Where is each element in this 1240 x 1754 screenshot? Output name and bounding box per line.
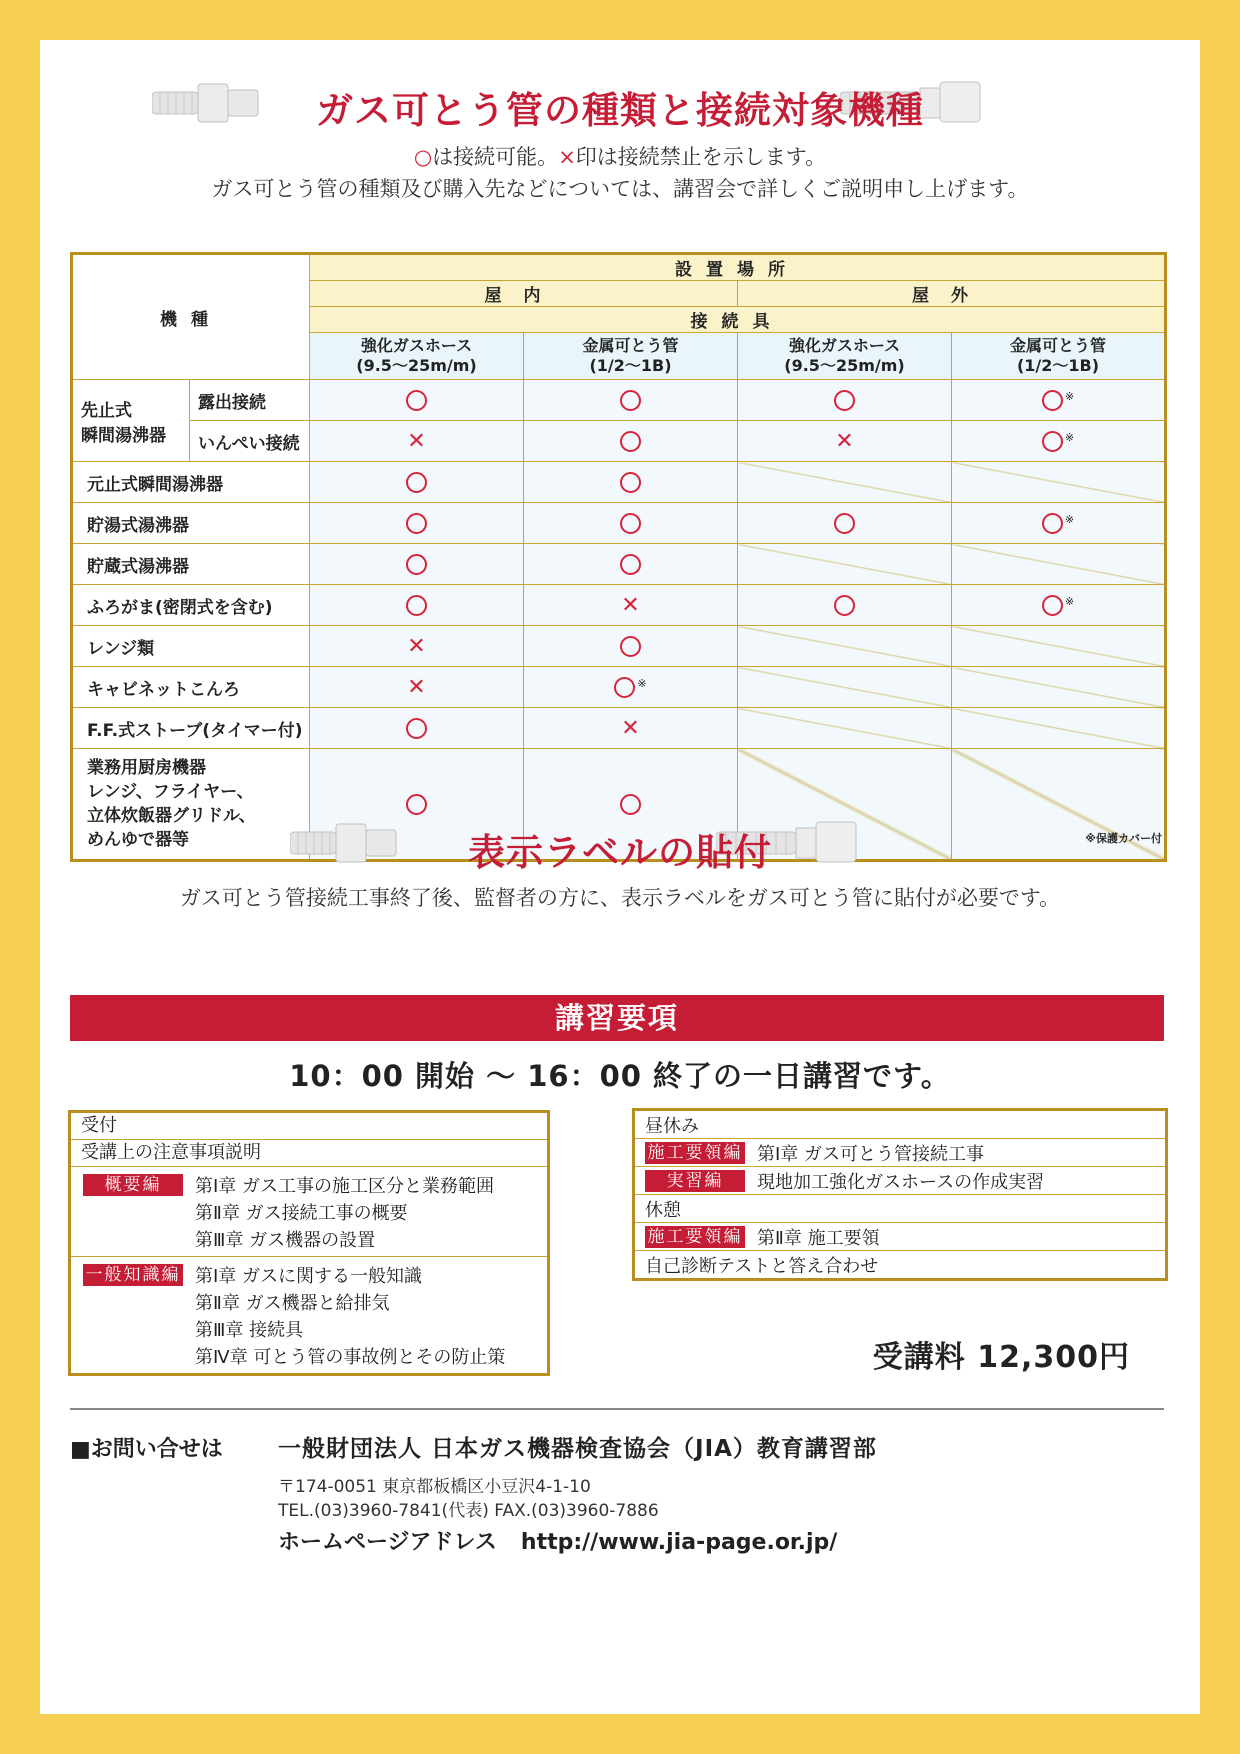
- ok-mark: [1042, 431, 1063, 452]
- ok-mark: [620, 554, 641, 575]
- table-cell: [524, 708, 738, 749]
- table-cell: [952, 708, 1166, 749]
- chapter-item: 第Ⅱ章 ガス機器と給排気: [195, 1292, 390, 1314]
- ok-mark: [1042, 513, 1063, 534]
- table-cell: [738, 667, 952, 708]
- table-cell: [310, 667, 524, 708]
- chapter-item: 第Ⅰ章 ガス工事の施工区分と業務範囲: [195, 1175, 495, 1197]
- ok-mark: [620, 636, 641, 657]
- table-cell: [524, 544, 738, 585]
- row-label: 貯湯式湯沸器: [72, 503, 310, 544]
- label-instruction: ガス可とう管接続工事終了後、監督者の方に、表示ラベルをガス可とう管に貼付が必要です。: [179, 886, 1061, 910]
- ok-mark: [620, 794, 641, 815]
- prohibited-mark: ✕: [835, 428, 854, 454]
- section-title-connection-types: ガス可とう管の種類と接続対象機種: [316, 89, 924, 132]
- cover-note-mark: ※: [637, 676, 647, 690]
- table-cell: [738, 421, 952, 462]
- kishu-header: 機種: [72, 254, 310, 380]
- course-title-bar: 講習要項: [70, 995, 1164, 1041]
- divider: [70, 1408, 1164, 1410]
- location-header: 設置場所: [310, 254, 1166, 281]
- ok-mark: [620, 472, 641, 493]
- chapter-item: 第Ⅱ章 ガス接続工事の概要: [195, 1202, 408, 1224]
- prohibited-mark: ✕: [407, 428, 426, 454]
- prohibited-mark: ✕: [621, 715, 640, 741]
- ok-mark: [1042, 390, 1063, 411]
- row-label: いんぺい接続: [190, 421, 310, 462]
- schedule-item: 休憩: [635, 1195, 1165, 1223]
- indoor-header: 屋内: [310, 281, 738, 307]
- table-cell: [524, 626, 738, 667]
- row-label: レンジ類: [72, 626, 310, 667]
- row-label: 貯蔵式湯沸器: [72, 544, 310, 585]
- category-tag: 施工要領編: [645, 1142, 745, 1164]
- section-title-label: 表示ラベルの貼付: [468, 831, 772, 874]
- cover-note-mark: ※: [1064, 594, 1075, 608]
- schedule-item: 自己診断テストと答え合わせ: [645, 1255, 879, 1277]
- course-fee: 受講料 12,300円: [872, 1340, 1130, 1375]
- ok-mark: [834, 595, 855, 616]
- table-cell: [524, 380, 738, 421]
- table-cell: [738, 626, 952, 667]
- cover-note-mark: ※: [1064, 512, 1075, 526]
- table-cell: [952, 462, 1166, 503]
- column-header: 金属可とう管 (1/2〜1B): [952, 333, 1166, 380]
- table-cell: [524, 462, 738, 503]
- column-header: 金属可とう管 (1/2〜1B): [524, 333, 738, 380]
- table-cell: [952, 585, 1166, 626]
- table-cell: [738, 708, 952, 749]
- table-cell: [524, 585, 738, 626]
- row-label: ふろがま(密閉式を含む): [72, 585, 310, 626]
- ok-mark: [406, 718, 427, 739]
- table-cell: [738, 503, 952, 544]
- postal-address: 〒174-0051 東京都板橋区小豆沢4-1-10: [278, 1477, 591, 1497]
- ok-mark: [406, 472, 427, 493]
- row-label: F.F.式ストーブ(タイマー付): [72, 708, 310, 749]
- table-cell: [738, 544, 952, 585]
- ok-mark: [406, 554, 427, 575]
- course-time: 10：00 開始 〜 16：00 終了の一日講習です。: [289, 1059, 951, 1093]
- prohibited-mark: ✕: [621, 592, 640, 618]
- category-tag: 施工要領編: [645, 1226, 745, 1248]
- chapter-item: 第Ⅰ章 ガスに関する一般知識: [195, 1265, 423, 1287]
- table-cell: [952, 626, 1166, 667]
- ok-mark: [406, 794, 427, 815]
- table-cell: [310, 421, 524, 462]
- phone-fax: TEL.(03)3960-7841(代表) FAX.(03)3960-7886: [278, 1501, 659, 1521]
- category-tag: 一般知識編: [83, 1264, 183, 1286]
- cover-note-mark: ※: [1064, 430, 1075, 444]
- table-cell: [310, 462, 524, 503]
- ok-mark: [620, 513, 641, 534]
- row-label: 元止式瞬間湯沸器: [72, 462, 310, 503]
- schedule-item: 受講上の注意事項説明: [71, 1140, 547, 1167]
- column-header: 強化ガスホース (9.5〜25m/m): [738, 333, 952, 380]
- outdoor-header: 屋外: [738, 281, 1166, 307]
- schedule-item: 昼休み: [635, 1111, 1165, 1139]
- ok-mark: [406, 390, 427, 411]
- schedule-item: 受付: [71, 1113, 547, 1140]
- morning-schedule: [68, 1110, 550, 1376]
- table-cell: [310, 585, 524, 626]
- table-cell: [310, 626, 524, 667]
- ok-mark: [1042, 595, 1063, 616]
- table-cell: [310, 380, 524, 421]
- schedule-item: 実習編 現地加工強化ガスホースの作成実習: [635, 1167, 1165, 1195]
- schedule-item: 施工要領編 第Ⅱ章 施工要領: [635, 1223, 1165, 1251]
- table-cell: [310, 544, 524, 585]
- ok-mark: [406, 595, 427, 616]
- chapter-item: 第Ⅲ章 接続具: [195, 1319, 304, 1341]
- chapter-item: 第Ⅲ章 ガス機器の設置: [195, 1229, 376, 1251]
- table-cell: [952, 421, 1166, 462]
- afternoon-schedule: [632, 1108, 1168, 1281]
- table-cell: [738, 380, 952, 421]
- table-cell: [310, 503, 524, 544]
- connection-table: [70, 252, 1167, 862]
- schedule-group: [71, 1257, 547, 1373]
- table-cell: [524, 503, 738, 544]
- ok-mark: [834, 390, 855, 411]
- table-cell: [310, 708, 524, 749]
- page-sheet: [40, 40, 1200, 1714]
- organization-name: 一般財団法人 日本ガス機器検査協会（JIA）教育講習部: [278, 1436, 877, 1462]
- footnote: ※保護カバー付: [1085, 832, 1162, 845]
- ok-mark: [834, 513, 855, 534]
- column-header: 強化ガスホース (9.5〜25m/m): [310, 333, 524, 380]
- cover-note-mark: ※: [1064, 389, 1075, 403]
- table-cell: [952, 503, 1166, 544]
- intro-line: ガス可とう管の種類及び購入先などについては、講習会で詳しくご説明申し上げます。: [211, 177, 1029, 201]
- row-label: 露出接続: [190, 380, 310, 421]
- chapter-item: 第Ⅳ章 可とう管の事故例とその防止策: [195, 1346, 506, 1368]
- table-cell: [524, 421, 738, 462]
- ok-mark: [620, 431, 641, 452]
- table-cell: [738, 585, 952, 626]
- table-cell: [952, 667, 1166, 708]
- website-url[interactable]: http://www.jia-page.or.jp/: [520, 1530, 838, 1555]
- category-tag: 実習編: [645, 1170, 745, 1192]
- table-cell: [524, 667, 738, 708]
- ok-mark: [620, 390, 641, 411]
- row-label: キャビネットこんろ: [72, 667, 310, 708]
- prohibited-mark: ✕: [407, 674, 426, 700]
- table-cell: [952, 380, 1166, 421]
- prohibited-mark: ✕: [407, 633, 426, 659]
- schedule-group: [71, 1167, 547, 1257]
- legend-line: ○は接続可能。×印は接続禁止を示します。: [413, 145, 827, 169]
- website: [278, 1525, 861, 1556]
- table-cell: [738, 462, 952, 503]
- connector-header: 接続具: [310, 307, 1166, 333]
- website-label: ホームページアドレス: [278, 1530, 497, 1555]
- group-label: 先止式 瞬間湯沸器: [72, 380, 190, 462]
- row-label-commercial: 業務用厨房機器 レンジ、フライヤー、 立体炊飯器グリドル、 めんゆで器等: [72, 749, 310, 861]
- category-tag: 概要編: [83, 1174, 183, 1196]
- ok-mark: [406, 513, 427, 534]
- contact-label: ■お問い合せは: [70, 1437, 223, 1462]
- table-cell: [952, 544, 1166, 585]
- ok-mark: [614, 677, 635, 698]
- schedule-item: 施工要領編 第Ⅰ章 ガス可とう管接続工事: [635, 1139, 1165, 1167]
